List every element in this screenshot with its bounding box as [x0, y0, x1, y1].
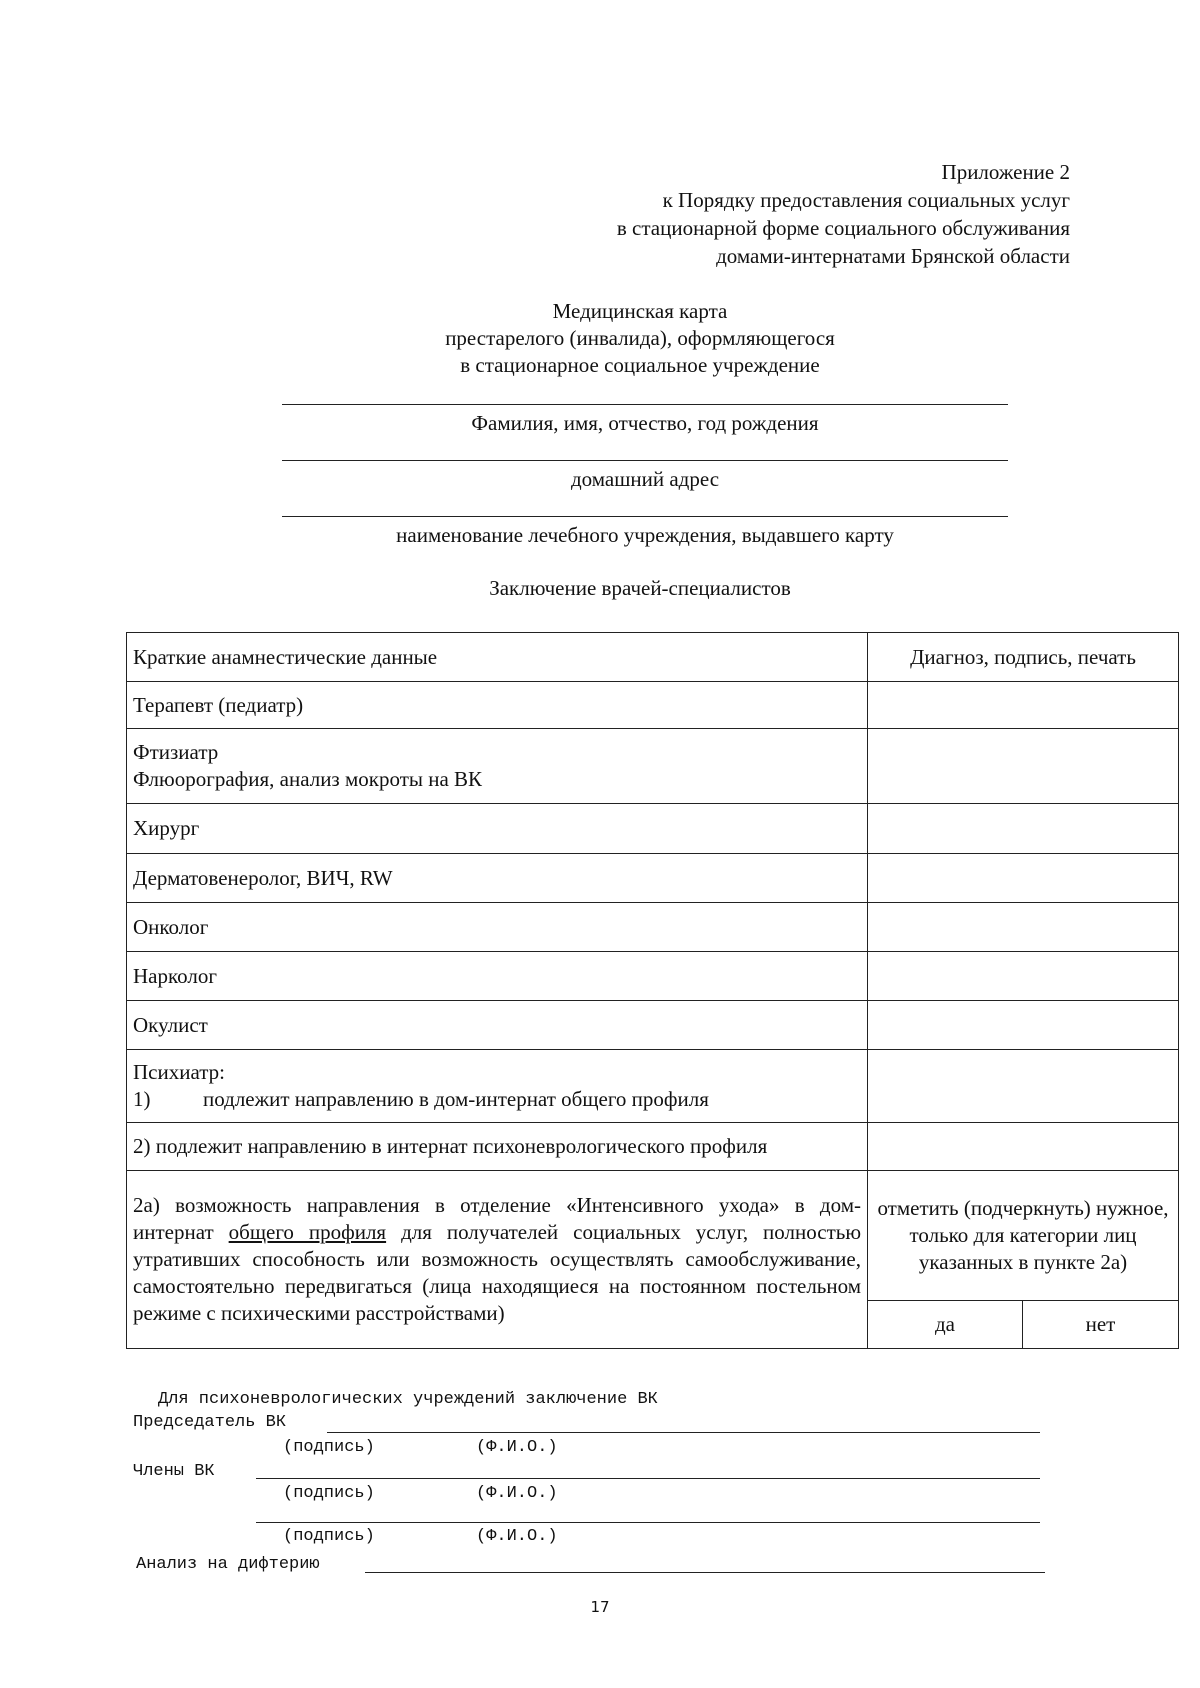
row-label: Терапевт (педиатр) — [127, 682, 868, 729]
diagnosis-cell[interactable] — [868, 1123, 1179, 1171]
vk-members-label: Члены ВК — [133, 1462, 215, 1481]
title-line: в стационарное социальное учреждение — [460, 353, 820, 377]
diagnosis-cell[interactable] — [868, 804, 1179, 854]
table-row — [127, 903, 1179, 952]
row-sub-number: 1) — [133, 1087, 151, 1111]
vk-signature-caption: (подпись) — [283, 1484, 375, 1503]
row-label: Окулист — [127, 1001, 868, 1050]
page-number: 17 — [590, 1598, 610, 1616]
diphtheria-line[interactable] — [365, 1572, 1045, 1573]
row-label — [127, 729, 868, 804]
vk-fio-caption: (Ф.И.О.) — [476, 1527, 558, 1546]
appendix-line: домами-интернатами Брянской области — [716, 244, 1070, 268]
diagnosis-cell[interactable] — [868, 1001, 1179, 1050]
row-label: Онколог — [127, 903, 868, 952]
row-label: Дерматовенеролог, ВИЧ, RW — [127, 854, 868, 903]
table-row — [127, 1050, 1179, 1123]
row-label: Нарколог — [127, 952, 868, 1001]
vk-member-line[interactable] — [256, 1522, 1040, 1523]
appendix-line: к Порядку предоставления социальных услуг — [662, 188, 1070, 212]
title-line: престарелого (инвалида), оформляющегося — [445, 326, 835, 350]
vk-chairman-label: Председатель ВК — [133, 1413, 287, 1432]
intensive-care-note: отметить (подчеркнуть) нужное, только для категории лиц указанных в пункте 2а) — [868, 1171, 1179, 1301]
diagnosis-cell[interactable] — [868, 729, 1179, 804]
table-header-row — [127, 633, 1179, 682]
name-field[interactable] — [282, 404, 1008, 436]
institution-field[interactable] — [282, 516, 1008, 548]
intensive-care-text — [127, 1171, 868, 1349]
vk-chairman-line[interactable] — [327, 1432, 1040, 1433]
vk-fio-caption: (Ф.И.О.) — [476, 1484, 558, 1503]
vk-signature-caption: (подпись) — [283, 1527, 375, 1546]
row-label — [127, 1050, 868, 1123]
no-option[interactable]: нет — [1023, 1301, 1179, 1349]
row-sub-item — [133, 1086, 861, 1113]
diagnosis-cell[interactable] — [868, 854, 1179, 903]
row-label-line: Флюорография, анализ мокроты на ВК — [133, 767, 483, 791]
intensive-care-text-underlined: общего профиля — [228, 1220, 387, 1244]
address-field[interactable] — [282, 460, 1008, 492]
table-row — [127, 854, 1179, 903]
row-label-line: Фтизиатр — [133, 740, 219, 764]
diagnosis-cell[interactable] — [868, 903, 1179, 952]
diagnosis-cell[interactable] — [868, 952, 1179, 1001]
name-field-line — [282, 404, 1008, 405]
intensive-care-text-b: для получателей социальных услуг, полностью утративших способность или возможность осуществлять самообслуживание, самостоятельно передвигаться (лица находящиеся на постоянном постельном режиме с психическими расстройствами) — [133, 1220, 862, 1325]
institution-field-line — [282, 516, 1008, 517]
row-label: Хирург — [127, 804, 868, 854]
appendix-line: в стационарной форме социального обслуживания — [616, 216, 1070, 240]
appendix-line: Приложение 2 — [941, 160, 1070, 184]
table-row — [127, 952, 1179, 1001]
address-field-line — [282, 460, 1008, 461]
name-field-caption: Фамилия, имя, отчество, год рождения — [471, 411, 819, 435]
table-row — [127, 804, 1179, 854]
header-diagnosis: Диагноз, подпись, печать — [868, 633, 1179, 682]
header-anamnesis: Краткие анамнестические данные — [127, 633, 868, 682]
diagnosis-cell[interactable] — [868, 1050, 1179, 1123]
vk-member-line[interactable] — [256, 1478, 1040, 1479]
diphtheria-label: Анализ на дифтерию — [136, 1555, 320, 1574]
specialists-table — [126, 632, 1179, 1349]
appendix-header — [617, 158, 1070, 270]
table-row — [127, 1123, 1179, 1171]
section-title: Заключение врачей-специалистов — [489, 576, 791, 600]
row-label: 2) подлежит направлению в интернат психоневрологического профиля — [127, 1123, 868, 1171]
vk-heading: Для психоневрологических учреждений заключение ВК — [158, 1390, 658, 1409]
table-row-intensive-care — [127, 1171, 1179, 1301]
yes-option[interactable]: да — [868, 1301, 1023, 1349]
diagnosis-cell[interactable] — [868, 682, 1179, 729]
vk-fio-caption: (Ф.И.О.) — [476, 1438, 558, 1457]
institution-field-caption: наименование лечебного учреждения, выдавшего карту — [396, 523, 894, 547]
intensive-care-text-a: 2а) возможность направления в отделение «Интенсивного ухода» в дом-интернат — [133, 1193, 861, 1244]
row-sub-text: подлежит направлению в дом-интернат общего профиля — [203, 1087, 709, 1111]
document-title — [160, 298, 1120, 379]
row-label-line: Психиатр: — [133, 1060, 226, 1084]
address-field-caption: домашний адрес — [570, 467, 720, 491]
table-row — [127, 1001, 1179, 1050]
table-row — [127, 729, 1179, 804]
table-row — [127, 682, 1179, 729]
vk-signature-caption: (подпись) — [283, 1438, 375, 1457]
title-line: Медицинская карта — [552, 299, 728, 323]
